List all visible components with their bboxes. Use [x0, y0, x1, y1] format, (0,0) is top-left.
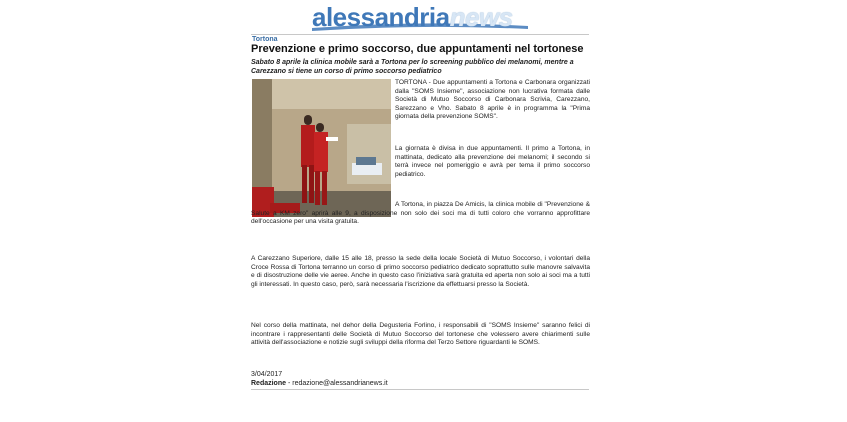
bottom-divider	[251, 389, 589, 390]
article-photo	[252, 79, 391, 217]
author-label: Redazione	[251, 380, 287, 387]
paragraph-3: A Tortona, in piazza De Amicis, la clinica mobile di "Prevenzione & Salute a KM zero" aprirà alle 9, a disposizione non solo dei soci ma di tutti coloro che vorranno approfittare dell'occasione per una visita gratuita.	[251, 201, 590, 226]
logo-part1: alessandria	[312, 2, 450, 32]
top-divider	[251, 34, 589, 35]
article-subtitle: Sabato 8 aprile la clinica mobile sarà a Tortona per lo screening pubblico dei melanomi, mentre a Carezzano si tiene un corso di primo soccorso pediatrico	[251, 59, 574, 75]
paragraph-2: La giornata è divisa in due appuntamenti. Il primo a Tortona, in mattinata, dedicato alla prevenzione dei melanomi; il secondo si terrà invece nel pomeriggio e avrà per tema il primo soccorso pediatrico.	[395, 145, 590, 178]
site-logo[interactable]	[310, 4, 530, 32]
paragraph-1: TORTONA - Due appuntamenti a Tortona e Carbonara organizzati dalla "SOMS Insieme", associazione non lucrativa formata dalle Società di Mutuo Soccorso di Carbonara Scrivia, Carezzano, Sarezzano e Vho. Sabato 8 aprile è in programma la "Prima giornata della prevenzione SOMS".	[395, 79, 590, 121]
logo-text	[312, 4, 513, 30]
article-author	[251, 380, 388, 387]
article-date: 3/04/2017	[251, 371, 283, 378]
paragraph-5: Nel corso della mattinata, nel dehor della Degusteria Forlino, i responsabili di "SOMS Insieme" saranno felici di incontrare i rappresentanti delle Società di Mutuo Soccorso del tortonese che volessero avere chiarimenti sulle attività dell'associazione e notizie sugli sviluppi della riforma del Terzo Settore riguardanti le SOMS.	[251, 322, 590, 347]
author-email[interactable]: - redazione@alessandrianews.it	[287, 380, 388, 387]
paragraph-4: A Carezzano Superiore, dalle 15 alle 18, presso la sede della locale Società di Mutuo Soccorso, i volontari della Croce Rossa di Tortona terranno un corso di primo soccorso pediatrico dedicato soprattutto sulle manovre salvavita e di disostruzione delle vie aeree. Anche in questo caso l'iniziativa sarà gratuita ed aperta non solo ai soci ma a tutti gli interessati. In questo caso, però, sarà necessaria l'iscrizione da effettuarsi presso la Società.	[251, 255, 590, 288]
section-label[interactable]: Tortona	[252, 36, 278, 43]
logo-part2: news	[449, 2, 513, 32]
article-title: Prevenzione e primo soccorso, due appuntamenti nel tortonese	[251, 43, 584, 55]
